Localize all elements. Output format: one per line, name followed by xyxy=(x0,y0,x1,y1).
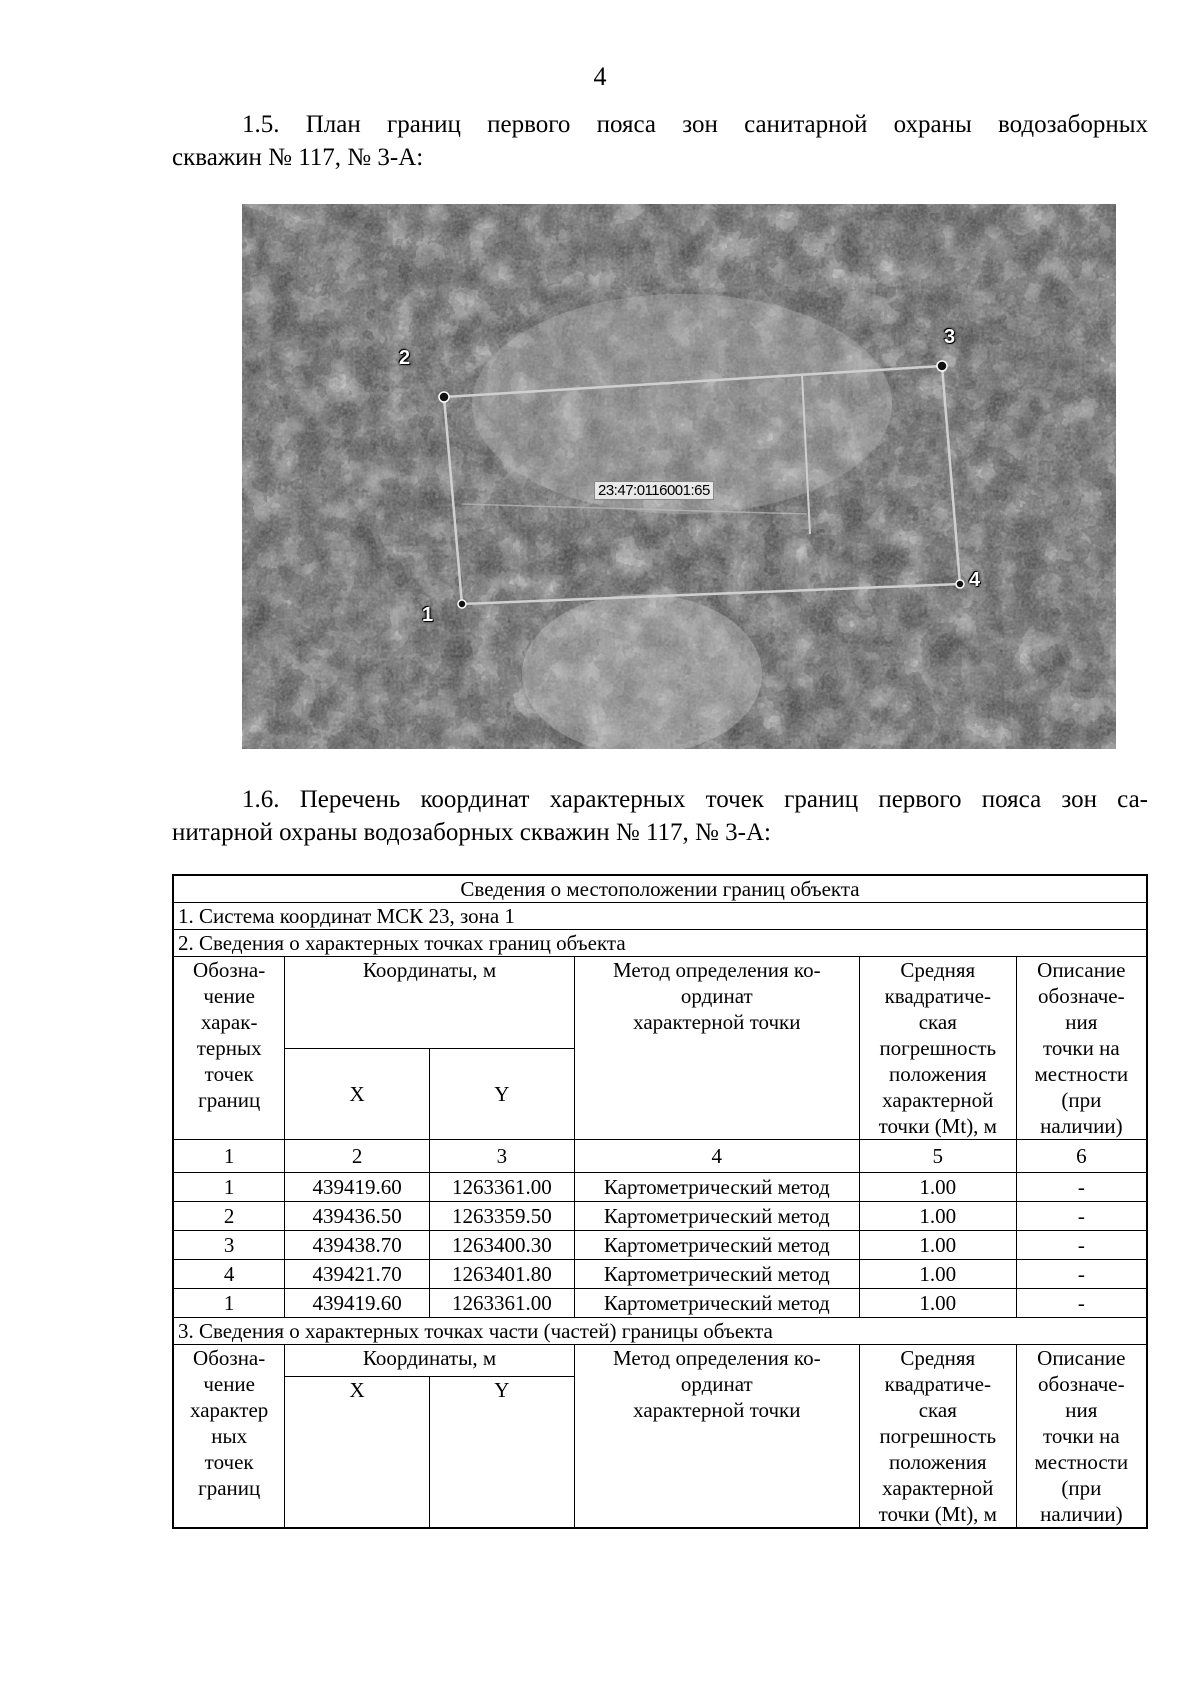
table-row xyxy=(173,1260,1147,1289)
map-point-label-1: 1 xyxy=(422,604,434,626)
boundary-point-1-marker xyxy=(458,600,466,608)
point-designation: 4 xyxy=(173,1260,285,1289)
point-description: - xyxy=(1016,1202,1147,1231)
section-1-5-line1: 1.5. План границ первого пояса зон санитарной охраны водозаборных xyxy=(242,111,1148,138)
map-point-label-4: 4 xyxy=(969,569,981,591)
column-number: 5 xyxy=(859,1140,1016,1173)
method: Картометрический метод xyxy=(574,1289,859,1318)
section-1-5-line2: скважин № 117, № 3-А: xyxy=(172,144,424,171)
table-title: Сведения о местоположении границ объекта xyxy=(173,875,1147,903)
section-1-6-heading xyxy=(172,783,1148,849)
coordinate-x: 439421.70 xyxy=(285,1260,430,1289)
section-2-title: 2. Сведения о характерных точках границ объекта xyxy=(173,930,1147,957)
column-number: 3 xyxy=(429,1140,574,1173)
header-description: Описание обозначе- ния точки на местности (при наличии) xyxy=(1016,957,1147,1140)
header-y: Y xyxy=(429,1048,574,1140)
header-method-s3: Метод определения ко- ординат характерной точки xyxy=(574,1345,859,1529)
boundary-point-4-marker xyxy=(956,580,964,588)
method: Картометрический метод xyxy=(574,1260,859,1289)
point-description: - xyxy=(1016,1260,1147,1289)
point-description: - xyxy=(1016,1173,1147,1202)
column-number-row xyxy=(173,1140,1147,1173)
header-x-s3: X xyxy=(285,1377,430,1529)
page-number: 4 xyxy=(593,62,607,91)
section-1-6-line2: нитарной охраны водозаборных скважин № 117, № 3-А: xyxy=(172,819,771,846)
coordinate-system: 1. Система координат МСК 23, зона 1 xyxy=(173,903,1147,930)
boundary-point-3-marker xyxy=(937,361,947,371)
table-row xyxy=(173,1231,1147,1260)
section-1-5-heading xyxy=(172,108,1148,174)
header-coordinates-s3: Координаты, м xyxy=(285,1345,574,1377)
coordinate-y: 1263359.50 xyxy=(429,1202,574,1231)
header-method: Метод определения ко- ординат характерной точки xyxy=(574,957,859,1140)
column-number: 2 xyxy=(285,1140,430,1173)
method: Картометрический метод xyxy=(574,1173,859,1202)
header-y-s3: Y xyxy=(429,1377,574,1529)
satellite-map xyxy=(242,204,1116,749)
header-error-s3: Средняя квадратиче- ская погрешность положения характерной точки (Mt), м xyxy=(859,1345,1016,1529)
point-designation: 3 xyxy=(173,1231,285,1260)
map-point-label-2: 2 xyxy=(399,347,411,369)
point-designation: 1 xyxy=(173,1173,285,1202)
column-number: 1 xyxy=(173,1140,285,1173)
mean-square-error: 1.00 xyxy=(859,1289,1016,1318)
point-description: - xyxy=(1016,1231,1147,1260)
method: Картометрический метод xyxy=(574,1231,859,1260)
header-designation: Обозна- чение харак- терных точек границ xyxy=(173,957,285,1140)
coordinate-x: 439419.60 xyxy=(285,1173,430,1202)
section-3-title: 3. Сведения о характерных точках части (частей) границы объекта xyxy=(173,1318,1147,1345)
point-designation: 1 xyxy=(173,1289,285,1318)
table-row xyxy=(173,1289,1147,1318)
point-description: - xyxy=(1016,1289,1147,1318)
mean-square-error: 1.00 xyxy=(859,1202,1016,1231)
coordinate-y: 1263400.30 xyxy=(429,1231,574,1260)
table-row xyxy=(173,1173,1147,1202)
table-row xyxy=(173,1202,1147,1231)
mean-square-error: 1.00 xyxy=(859,1173,1016,1202)
coordinate-x: 439419.60 xyxy=(285,1289,430,1318)
coordinate-x: 439438.70 xyxy=(285,1231,430,1260)
boundary-point-2-marker xyxy=(439,392,449,402)
parcel-cadastral-label: 23:47:0116001:65 xyxy=(594,481,714,500)
coordinate-y: 1263361.00 xyxy=(429,1173,574,1202)
map-point-label-3: 3 xyxy=(944,326,956,348)
method: Картометрический метод xyxy=(574,1202,859,1231)
coordinate-y: 1263361.00 xyxy=(429,1289,574,1318)
header-error: Средняя квадратиче- ская погрешность положения характерной точки (Mt), м xyxy=(859,957,1016,1140)
header-description-s3: Описание обозначе- ния точки на местности (при наличии) xyxy=(1016,1345,1147,1529)
header-coordinates: Координаты, м xyxy=(285,957,574,1049)
column-number: 6 xyxy=(1016,1140,1147,1173)
header-x: X xyxy=(285,1048,430,1140)
column-number: 4 xyxy=(574,1140,859,1173)
coordinates-table xyxy=(172,874,1148,1529)
coordinate-x: 439436.50 xyxy=(285,1202,430,1231)
satellite-image xyxy=(242,204,1116,749)
point-designation: 2 xyxy=(173,1202,285,1231)
mean-square-error: 1.00 xyxy=(859,1231,1016,1260)
section-1-6-line1: 1.6. Перечень координат характерных точек границ первого пояса зон са- xyxy=(242,786,1148,813)
mean-square-error: 1.00 xyxy=(859,1260,1016,1289)
coordinate-y: 1263401.80 xyxy=(429,1260,574,1289)
header-designation-s3: Обозна- чение характер ных точек границ xyxy=(173,1345,285,1529)
